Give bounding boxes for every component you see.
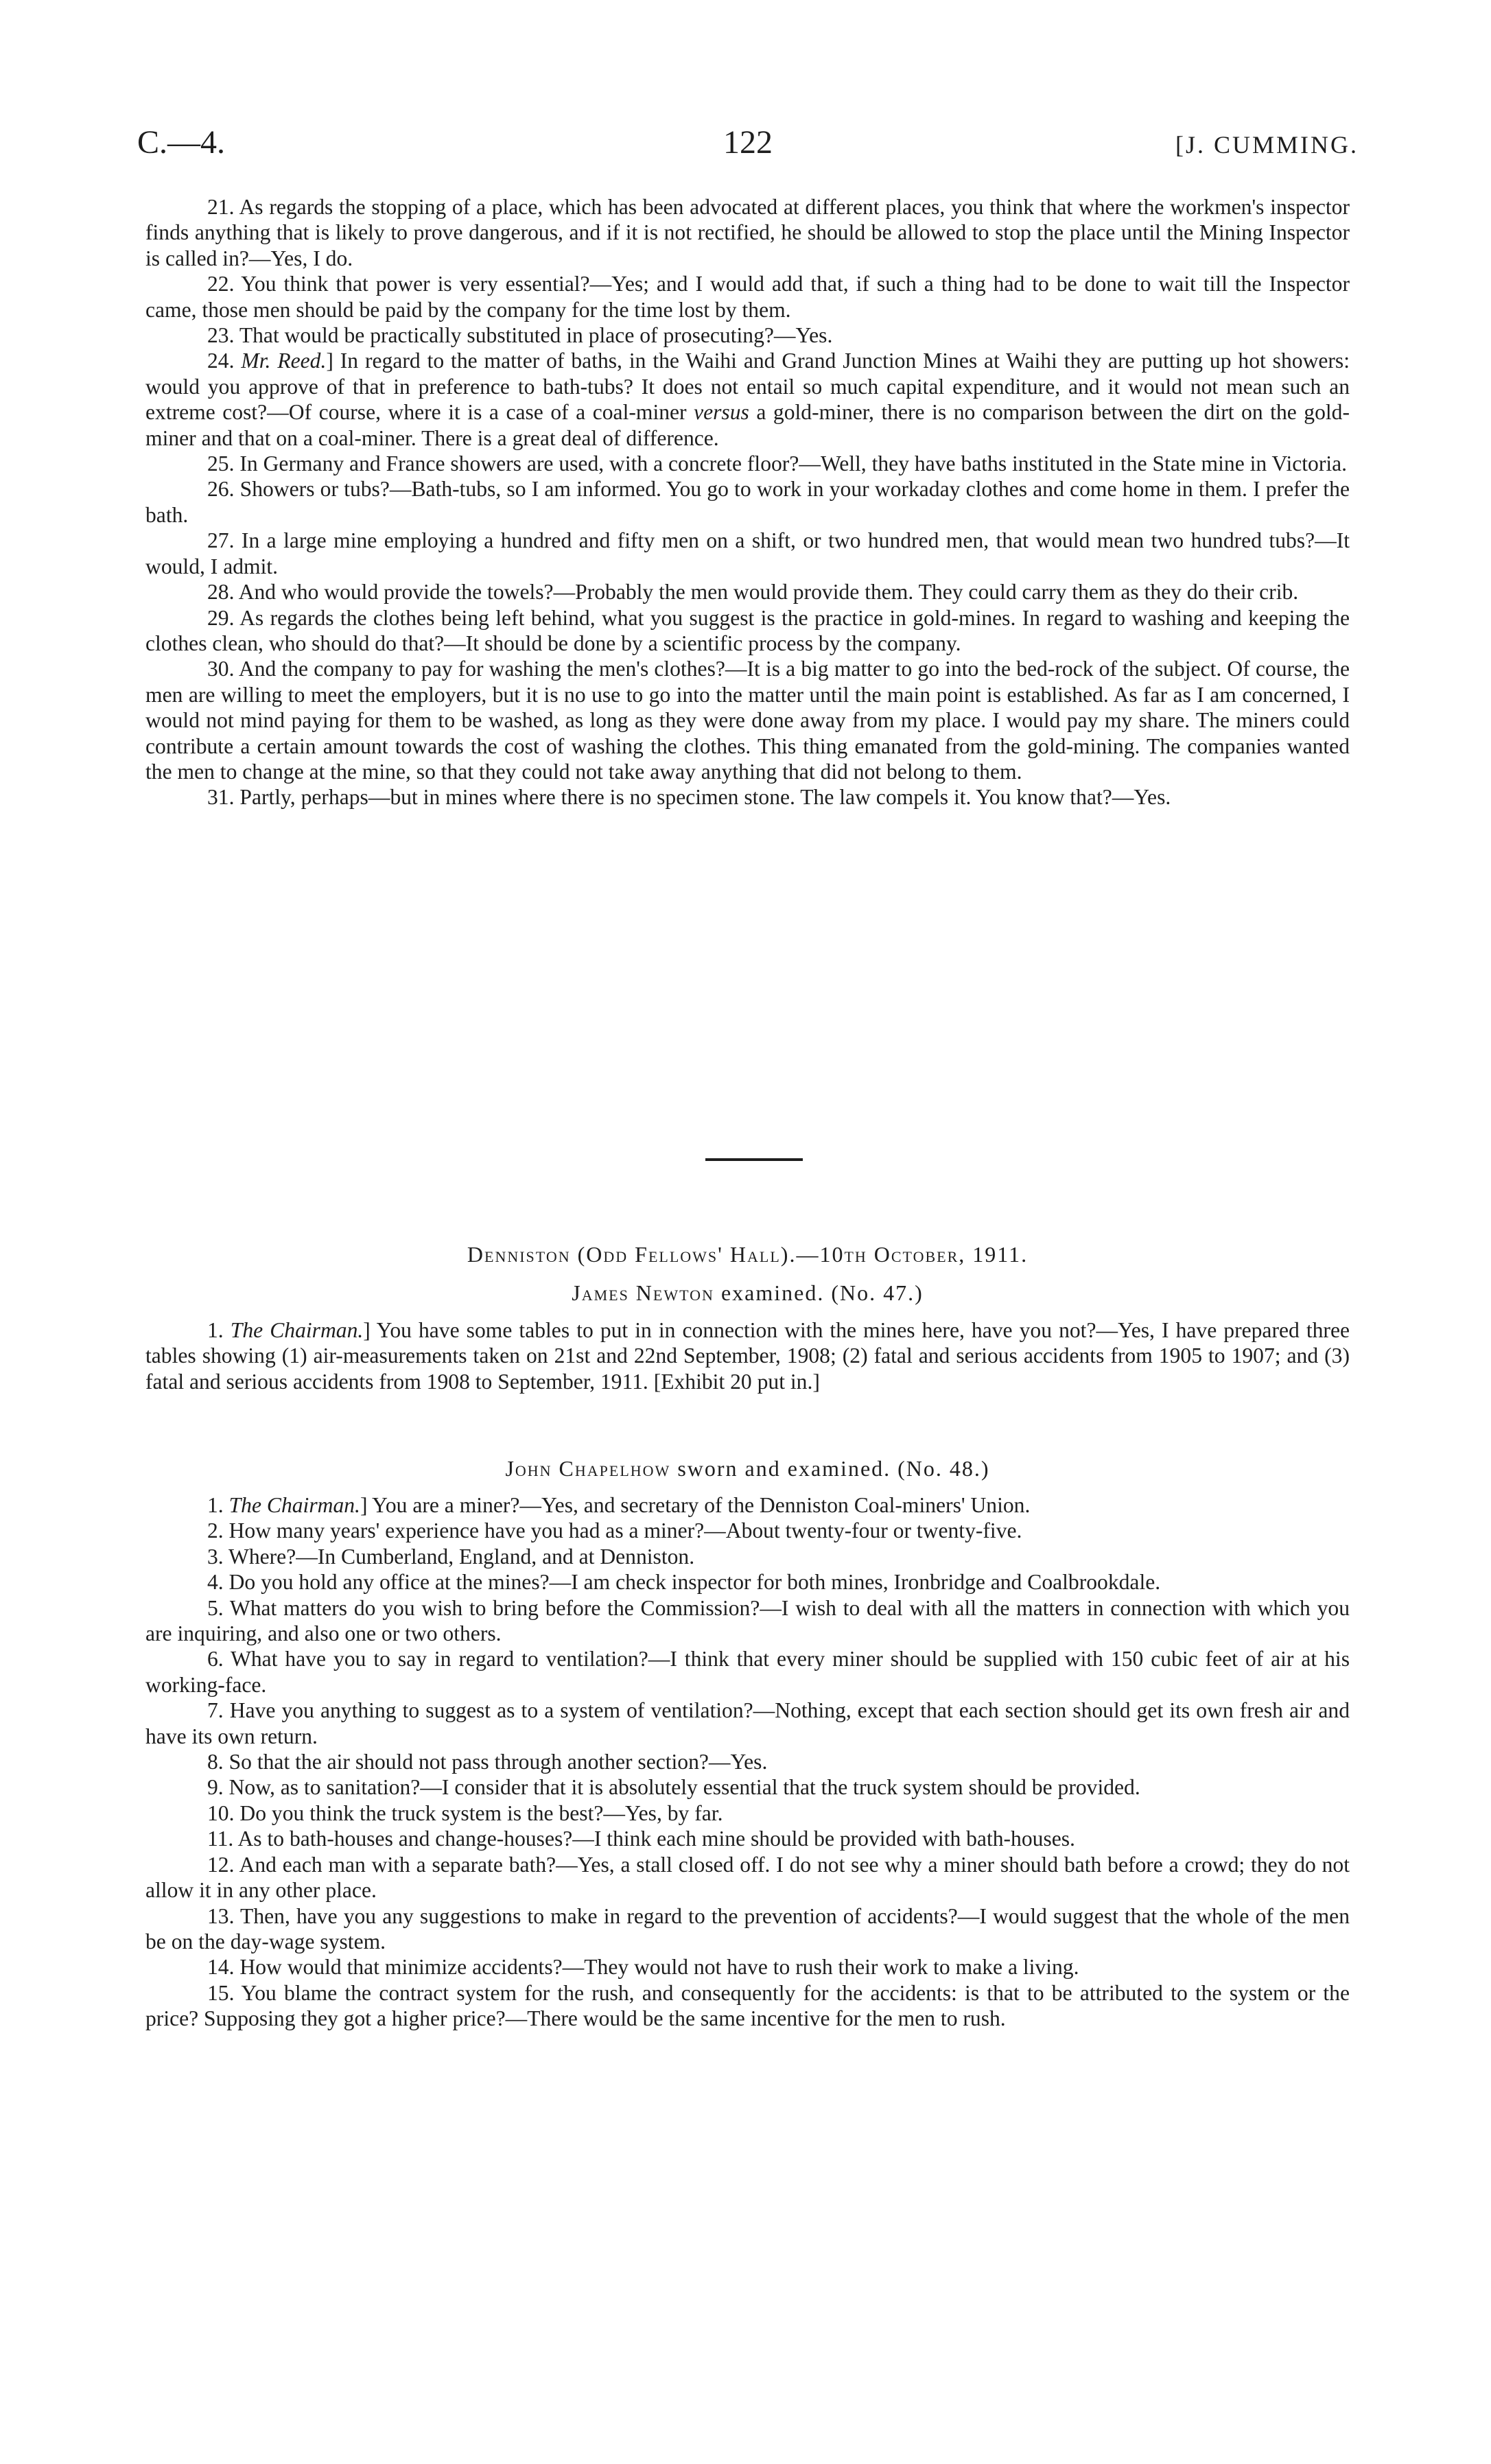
witness-heading-newton: James Newton examined. (No. 47.) — [572, 1280, 924, 1305]
question-paragraph: 25. In Germany and France showers are used, with a concrete floor?—Well, they have baths instituted in the State mine in Victoria. — [207, 451, 1348, 476]
italic-term: versus — [694, 400, 749, 425]
sitting-heading: Denniston (Odd Fellows' Hall).—10th October, 1911. — [467, 1242, 1029, 1267]
question-paragraph: 11. As to bath-houses and change-houses?—I think each mine should be provided with bath-houses. — [207, 1827, 1075, 1851]
section-chapelhow-evidence — [145, 1492, 1350, 2032]
section-cumming-evidence — [145, 194, 1350, 810]
question-paragraph: 1. The Chairman.] You have some tables to put in in connection with the mines here, have you not?—Yes, I have prepared three tables showing (1) air-measurements taken on 21st and 22nd September, 1908; (2) fatal and serious accidents from 1905 to 1907; and (3) fatal and serious accidents from 1908 to September, 1911. [Exhibit 20 put in.] — [145, 1318, 1350, 1394]
question-paragraph: 24. Mr. Reed.] In regard to the matter of baths, in the Waihi and Grand Junction Mines at Waihi they are putting up hot showers: would you approve of that in preference to bath-tubs? It does not entail so much capital expenditure, and it would not mean such an extreme cost?—Of course, where it is a case of a coal-miner versus a gold-miner, there is no comparison between the dirt on the gold-miner and that on a coal-miner. There is a great deal of difference. — [145, 349, 1350, 450]
question-paragraph: 29. As regards the clothes being left behind, what you suggest is the practice in gold-mines. In regard to washing and keeping the clothes clean, who should do that?—It should be done by a scientific process by the company. — [145, 605, 1350, 655]
question-paragraph: 7. Have you anything to suggest as to a system of ventilation?—Nothing, except that each section should get its own fresh air and have its own return. — [145, 1698, 1350, 1748]
question-paragraph: 9. Now, as to sanitation?—I consider that it is absolutely essential that the truck system should be provided. — [207, 1775, 1140, 1800]
speaker-name: The Chairman. — [228, 1493, 360, 1517]
witness-name-header: [J. CUMMING. — [1175, 131, 1359, 159]
question-paragraph: 13. Then, have you any suggestions to make in regard to the prevention of accidents?—I would suggest that the whole of the men be on the day-wage system. — [145, 1903, 1350, 1953]
witness-name: John Chapelhow — [505, 1456, 671, 1481]
speaker-name: The Chairman. — [230, 1318, 364, 1342]
question-paragraph: 4. Do you hold any office at the mines?—I am check inspector for both mines, Ironbridge and Coalbrookdale. — [207, 1570, 1161, 1595]
question-paragraph: 28. And who would provide the towels?—Probably the men would provide them. They could carry them as they do their crib. — [207, 580, 1299, 605]
question-paragraph: 21. As regards the stopping of a place, which has been advocated at different places, you think that where the workmen's inspector finds anything that is likely to prove dangerous, and if it is not rectified, he should be allowed to stop the place until the Mining Inspector is called in?—Yes, I do. — [145, 195, 1350, 270]
question-paragraph: 3. Where?—In Cumberland, England, and at Denniston. — [207, 1544, 695, 1569]
question-paragraph: 27. In a large mine employing a hundred and fifty men on a shift, or two hundred men, that would mean two hundred tubs?—It would, I admit. — [145, 528, 1350, 578]
page-header — [137, 124, 1359, 172]
question-paragraph: 23. That would be practically substituted in place of prosecuting?—Yes. — [207, 323, 833, 348]
question-paragraph: 26. Showers or tubs?—Bath-tubs, so I am informed. You go to work in your workaday clothes and come home in them. I prefer the bath. — [145, 477, 1350, 527]
question-paragraph: 31. Partly, perhaps—but in mines where there is no specimen stone. The law compels it. You know that?—Yes. — [207, 785, 1171, 810]
question-paragraph: 10. Do you think the truck system is the best?—Yes, by far. — [207, 1800, 723, 1825]
question-paragraph: 15. You blame the contract system for the rush, and consequently for the accidents: is that to be attributed to the system or the price? Supposing they got a higher price?—There would be the same incentive for the men to rush. — [145, 1980, 1350, 2031]
section-divider — [705, 1158, 803, 1161]
question-paragraph: 22. You think that power is very essential?—Yes; and I would add that, if such a thing had to be done to wait till the Inspector came, those men should be paid by the company for the time lost by them. — [145, 272, 1350, 322]
witness-heading-chapelhow: John Chapelhow sworn and examined. (No. 48.) — [505, 1456, 990, 1481]
question-paragraph: 1. The Chairman.] You are a miner?—Yes, and secretary of the Denniston Coal-miners' Union. — [207, 1493, 1031, 1517]
question-paragraph: 6. What have you to say in regard to ventilation?—I think that every miner should be supplied with 150 cubic feet of air at his working-face. — [145, 1647, 1350, 1697]
question-paragraph: 14. How would that minimize accidents?—They would not have to rush their work to make a living. — [207, 1955, 1079, 1980]
question-paragraph: 30. And the company to pay for washing the men's clothes?—It is a big matter to go into the bed-rock of the subject. Of course, the men are willing to meet the employers, but it is no use to go into the matter until the main point is established. As far as I am concerned, I would not mind paying for them to be washed, as long as they were done away from my place. I would pay my share. The miners could contribute a certain amount towards the cost of washing the clothes. This thing emanated from the gold-mining. The companies wanted the men to change at the mine, so that they could not take away anything that did not belong to them. — [145, 657, 1350, 784]
speaker-name: Mr. Reed. — [241, 349, 327, 373]
witness-name: James Newton — [572, 1280, 714, 1305]
question-paragraph: 2. How many years' experience have you had as a miner?—About twenty-four or twenty-five. — [207, 1518, 1022, 1543]
question-paragraph: 12. And each man with a separate bath?—Yes, a stall closed off. I do not see why a miner should bath before a crowd; they do not allow it in any other place. — [145, 1852, 1350, 1903]
page-number: 122 — [723, 124, 773, 161]
paper-number: C.—4. — [137, 124, 226, 161]
question-paragraph: 5. What matters do you wish to bring before the Commission?—I wish to deal with all the matters in connection with which you are inquiring, and also one or two others. — [145, 1595, 1350, 1646]
section-newton-evidence — [145, 1317, 1350, 1394]
question-paragraph: 8. So that the air should not pass through another section?—Yes. — [207, 1750, 768, 1774]
